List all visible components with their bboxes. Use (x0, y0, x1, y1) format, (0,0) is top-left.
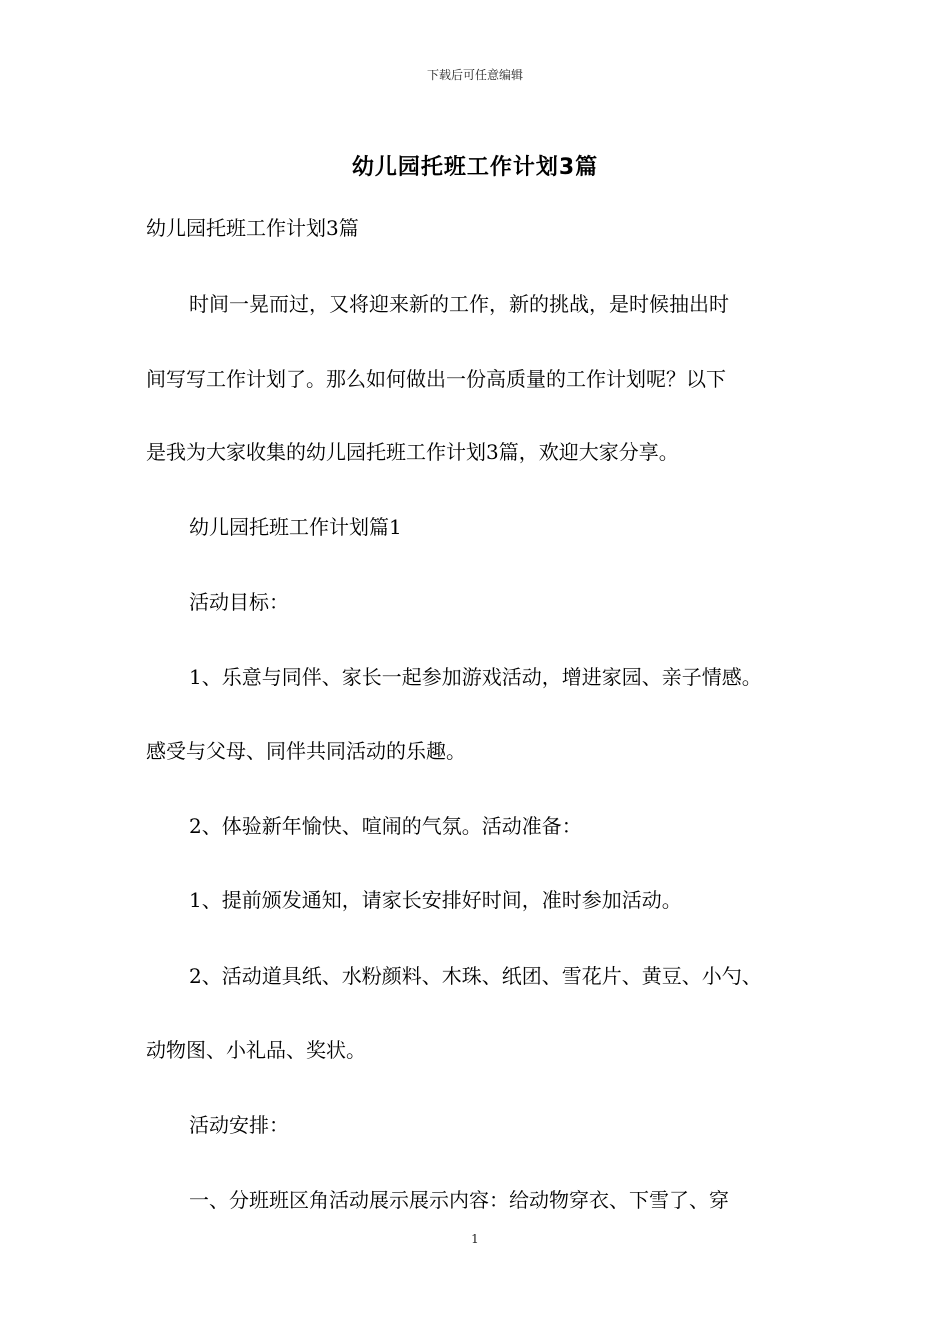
header-note: 下载后可任意编辑 (426, 68, 523, 82)
paragraph-line: 活动目标： (189, 590, 289, 614)
section-heading: 幼儿园托班工作计划篇1 (189, 515, 402, 539)
paragraph-line: 间写写工作计划了。那么如何做出一份高质量的工作计划呢？以下 (146, 367, 726, 391)
paragraph-line: 1、提前颁发通知，请家长安排好时间，准时参加活动。 (189, 888, 682, 912)
paragraph-line: 时间一晃而过，又将迎来新的工作，新的挑战，是时候抽出时 (189, 292, 729, 316)
paragraph-line: 2、体验新年愉快、喧闹的气氛。活动准备： (189, 814, 582, 838)
paragraph-line: 活动安排： (189, 1113, 289, 1137)
subtitle-line: 幼儿园托班工作计划3篇 (146, 216, 359, 240)
page-number: 1 (471, 1232, 479, 1246)
paragraph-line: 感受与父母、同伴共同活动的乐趣。 (146, 739, 466, 763)
paragraph-line: 一、分班班区角活动展示展示内容：给动物穿衣、下雪了、穿 (189, 1188, 729, 1212)
paragraph-line: 2、活动道具纸、水粉颜料、木珠、纸团、雪花片、黄豆、小勺、 (189, 964, 762, 988)
paragraph-line: 1、乐意与同伴、家长一起参加游戏活动，增进家园、亲子情感。 (189, 665, 762, 689)
paragraph-line: 是我为大家收集的幼儿园托班工作计划3篇，欢迎大家分享。 (146, 440, 679, 464)
paragraph-line: 动物图、小礼品、奖状。 (146, 1038, 366, 1062)
document-title: 幼儿园托班工作计划3篇 (351, 155, 599, 180)
